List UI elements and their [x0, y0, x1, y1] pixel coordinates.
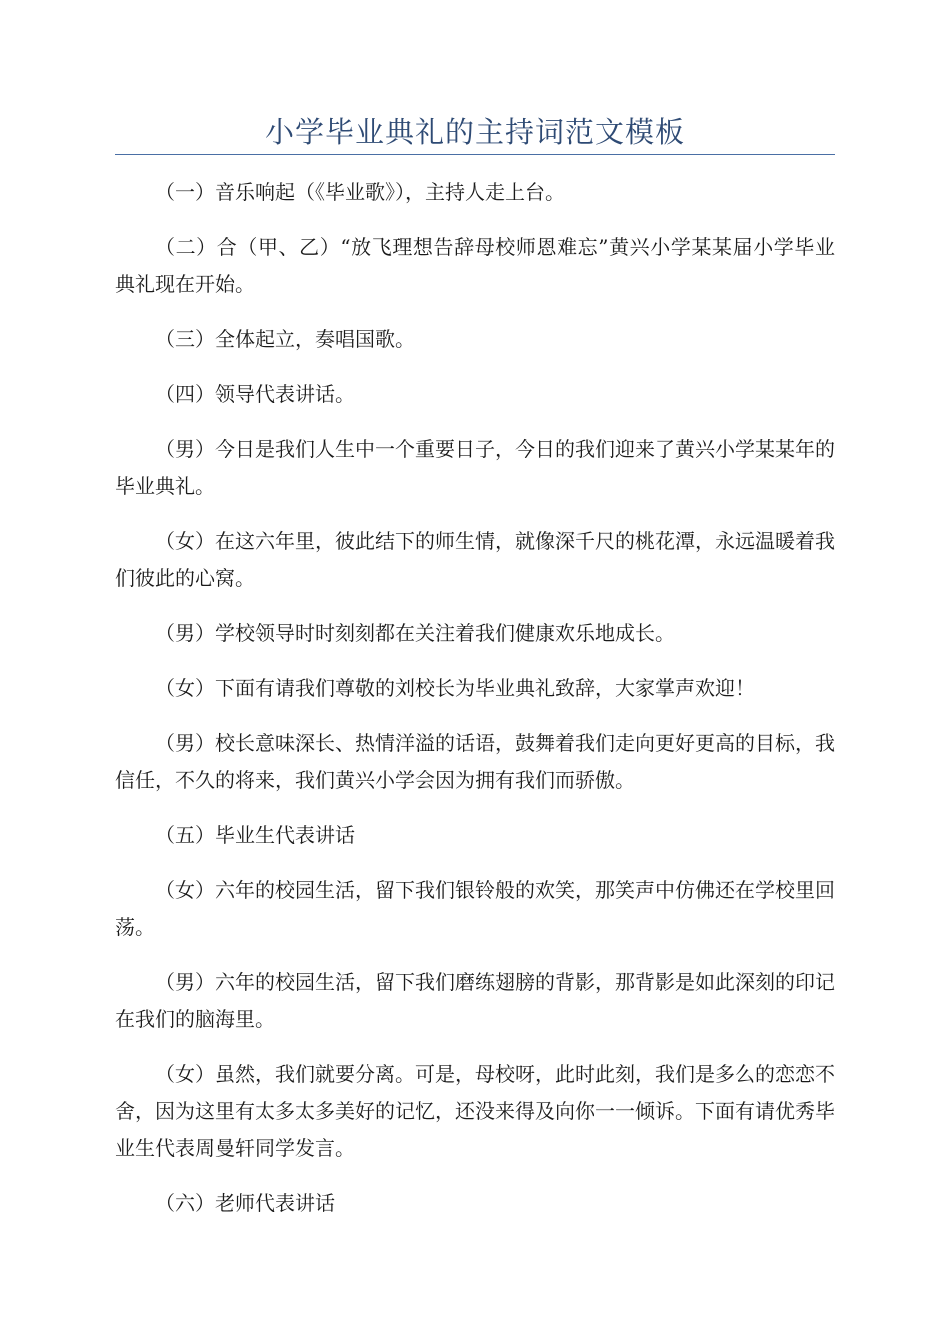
- paragraph-13: （女）虽然，我们就要分离。可是，母校呀，此时此刻，我们是多么的恋恋不舍，因为这里有太多太多美好的记忆，还没来得及向你一一倾诉。下面有请优秀毕业生代表周曼轩同学发言。: [115, 1062, 835, 1160]
- paragraph-3: （三）全体起立，奏唱国歌。: [155, 327, 415, 351]
- paragraph-14: （六）老师代表讲话: [155, 1191, 335, 1215]
- paragraph-2: （二）合（甲、乙）“放飞理想告辞母校师恩难忘”黄兴小学某某届小学毕业典礼现在开始。: [115, 235, 835, 296]
- paragraph-1: （一）音乐响起（《毕业歌》），主持人走上台。: [155, 180, 565, 204]
- paragraph-12: （男）六年的校园生活，留下我们磨练翅膀的背影，那背影是如此深刻的印记在我们的脑海里。: [115, 970, 835, 1031]
- paragraph-4: （四）领导代表讲话。: [155, 382, 355, 406]
- paragraph-10: （五）毕业生代表讲话: [155, 823, 355, 847]
- paragraph-5: （男）今日是我们人生中一个重要日子，今日的我们迎来了黄兴小学某某年的毕业典礼。: [115, 437, 835, 498]
- paragraph-6: （女）在这六年里，彼此结下的师生情，就像深千尺的桃花潭，永远温暖着我们彼此的心窝。: [115, 529, 835, 590]
- title-underline: [115, 154, 835, 155]
- paragraph-11: （女）六年的校园生活，留下我们银铃般的欢笑，那笑声中仿佛还在学校里回荡。: [115, 878, 835, 939]
- paragraph-9: （男）校长意味深长、热情洋溢的话语，鼓舞着我们走向更好更高的目标，我信任，不久的将来，我们黄兴小学会因为拥有我们而骄傲。: [115, 731, 835, 792]
- paragraph-8: （女）下面有请我们尊敬的刘校长为毕业典礼致辞，大家掌声欢迎！: [155, 676, 755, 700]
- paragraph-7: （男）学校领导时时刻刻都在关注着我们健康欢乐地成长。: [155, 621, 675, 645]
- document-title: 小学毕业典礼的主持词范文模板: [264, 115, 685, 149]
- document-body: [115, 174, 835, 1240]
